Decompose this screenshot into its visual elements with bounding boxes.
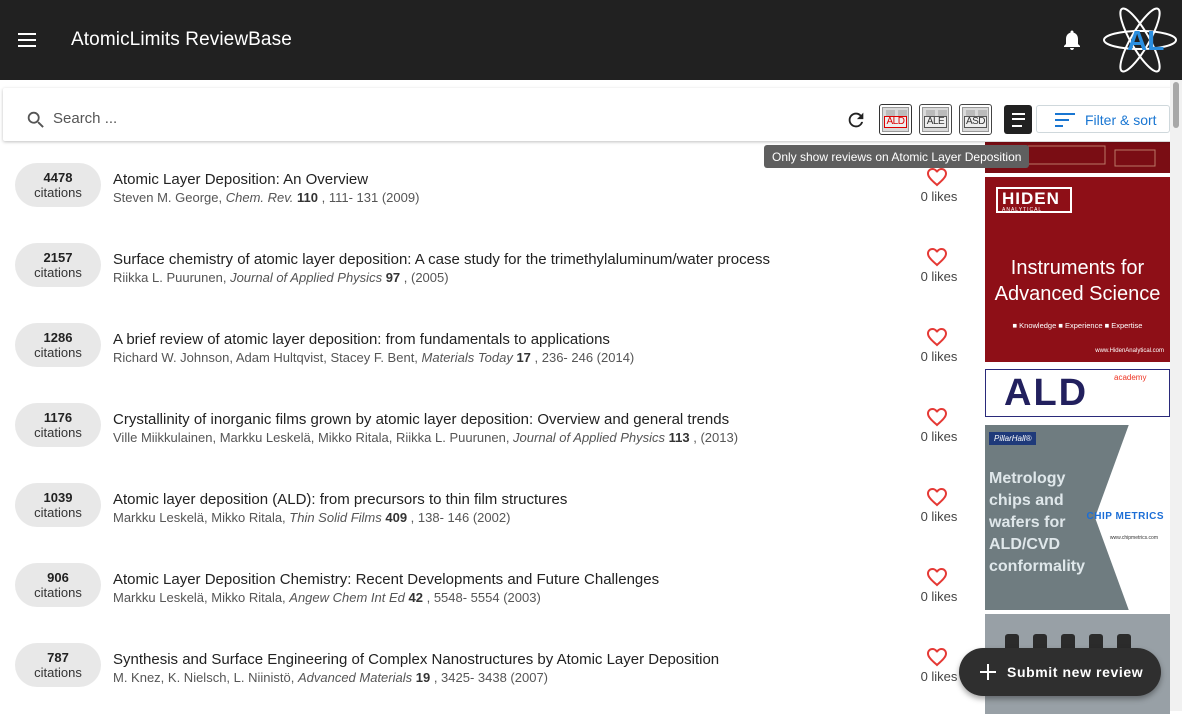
- citation-count: 1286: [43, 330, 73, 345]
- heart-icon[interactable]: [924, 405, 950, 429]
- review-meta: [113, 670, 548, 685]
- review-volume: 19: [412, 670, 431, 685]
- notification-bell-icon[interactable]: [1060, 28, 1084, 52]
- citation-badge: [15, 403, 101, 447]
- hiden-url: www.HidenAnalytical.com: [1095, 348, 1164, 354]
- chipmetrics-line-2: chips and: [989, 492, 1064, 509]
- atomiclimits-logo[interactable]: [1102, 6, 1178, 74]
- citation-count: 787: [47, 650, 69, 665]
- review-title[interactable]: Surface chemistry of atomic layer deposition: A case study for the trimethylaluminum/water process: [113, 251, 770, 268]
- review-meta: [113, 510, 510, 525]
- citation-count: 2157: [43, 250, 73, 265]
- pillarhall-badge: PillarHall®: [989, 432, 1036, 445]
- review-authors: Steven M. George,: [113, 190, 226, 205]
- chipmetrics-line-5: conformality: [989, 558, 1086, 575]
- citation-label: citations: [34, 185, 82, 200]
- search-input[interactable]: [53, 106, 813, 130]
- citation-count: 1039: [43, 490, 73, 505]
- hiden-logo-sub: ANALYTICAL: [1002, 207, 1043, 213]
- review-authors: Markku Leskelä, Mikko Ritala,: [113, 510, 290, 525]
- heart-icon[interactable]: [924, 245, 950, 269]
- citation-badge: [15, 243, 101, 287]
- plus-icon: [980, 664, 996, 680]
- ald-filter-button[interactable]: [879, 104, 912, 135]
- review-title[interactable]: Crystallinity of inorganic films grown by atomic layer deposition: Overview and general trends: [113, 411, 730, 428]
- citation-label: citations: [34, 265, 82, 280]
- review-row[interactable]: [0, 541, 980, 621]
- review-row[interactable]: [0, 461, 980, 541]
- heart-icon[interactable]: [924, 565, 950, 589]
- citation-badge: [15, 643, 101, 687]
- review-pages-year: , 5548- 5554 (2003): [422, 590, 541, 605]
- review-meta: [113, 430, 738, 445]
- review-authors: Markku Leskelä, Mikko Ritala,: [113, 590, 290, 605]
- ald-filter-tooltip: Only show reviews on Atomic Layer Deposition: [764, 145, 1029, 168]
- review-title[interactable]: Atomic Layer Deposition Chemistry: Recent Developments and Future Challenges: [113, 571, 660, 588]
- citation-badge: [15, 563, 101, 607]
- hiden-tagline: ■ Knowledge ■ Experience ■ Expertise: [1012, 321, 1143, 330]
- heart-icon[interactable]: [924, 645, 950, 669]
- review-title[interactable]: Atomic Layer Deposition: An Overview: [113, 171, 369, 188]
- svg-text:AL: AL: [1127, 25, 1165, 56]
- hiden-headline-line-2: Advanced Science: [994, 283, 1161, 305]
- review-meta: [113, 270, 449, 285]
- review-volume: 113: [665, 430, 690, 445]
- citation-count: 1176: [43, 410, 73, 425]
- ale-filter-button[interactable]: [919, 104, 952, 135]
- review-pages-year: , 236- 246 (2014): [530, 350, 635, 365]
- likes-count: 0 likes: [920, 429, 958, 444]
- likes-count: 0 likes: [920, 589, 958, 604]
- chipmetrics-ad[interactable]: [985, 425, 1170, 610]
- hiden-headline: [985, 255, 1170, 307]
- submit-review-button[interactable]: [959, 648, 1161, 696]
- citation-label: citations: [34, 345, 82, 360]
- asd-filter-button[interactable]: [959, 104, 992, 135]
- heart-icon[interactable]: [924, 165, 950, 189]
- review-meta: [113, 590, 541, 605]
- app-title: AtomicLimits ReviewBase: [71, 29, 292, 50]
- hiden-logo-word: HIDEN: [1002, 189, 1060, 208]
- chipmetrics-logo: CHIP METRICS: [1086, 511, 1164, 522]
- review-row[interactable]: [0, 301, 980, 381]
- review-meta: [113, 350, 634, 365]
- heart-icon[interactable]: [924, 325, 950, 349]
- review-authors: M. Knez, K. Nielsch, L. Niinistö,: [113, 670, 298, 685]
- citation-label: citations: [34, 665, 82, 680]
- citation-label: citations: [34, 505, 82, 520]
- ald-academy-logo: ALD: [1004, 372, 1089, 414]
- review-volume: 17: [512, 350, 531, 365]
- filter-sort-button[interactable]: [1036, 105, 1170, 133]
- search-bar: [3, 88, 1175, 141]
- asd-filter-label: ASD: [965, 116, 986, 127]
- filter-sort-label: Filter & sort: [1085, 112, 1157, 128]
- scrollbar-thumb[interactable]: [1173, 82, 1179, 128]
- review-journal: Thin Solid Films: [289, 510, 382, 525]
- review-row[interactable]: [0, 221, 980, 301]
- review-pages-year: , (2013): [689, 430, 739, 445]
- review-pages-year: , (2005): [400, 270, 449, 285]
- citation-count: 906: [47, 570, 69, 585]
- submit-review-label: Submit new review: [1007, 664, 1144, 680]
- review-pages-year: , 111- 131 (2009): [318, 190, 420, 205]
- review-meta: [113, 190, 419, 205]
- menu-icon[interactable]: [14, 27, 40, 53]
- app-bar: [0, 0, 1182, 80]
- ale-filter-label: ALE: [924, 116, 947, 128]
- review-authors: Riikka L. Puurunen,: [113, 270, 231, 285]
- ald-academy-sub: academy: [1114, 373, 1147, 382]
- chipmetrics-line-1: Metrology: [989, 470, 1066, 487]
- review-authors: Richard W. Johnson, Adam Hultqvist, Stacey F. Bent,: [113, 350, 422, 365]
- chipmetrics-line-3: wafers for: [989, 514, 1066, 531]
- ald-academy-ad[interactable]: [985, 369, 1170, 417]
- review-title[interactable]: Atomic layer deposition (ALD): from precursors to thin film structures: [113, 491, 568, 508]
- review-row[interactable]: [0, 381, 980, 461]
- citation-count: 4478: [43, 170, 73, 185]
- ald-filter-label: ALD: [884, 116, 907, 128]
- review-title[interactable]: A brief review of atomic layer deposition: from fundamentals to applications: [113, 331, 610, 348]
- chipmetrics-line-4: ALD/CVD: [989, 536, 1061, 553]
- citation-badge: [15, 323, 101, 367]
- review-title[interactable]: Synthesis and Surface Engineering of Complex Nanostructures by Atomic Layer Deposition: [113, 651, 720, 668]
- hiden-headline-line-1: Instruments for: [1010, 257, 1145, 279]
- likes-count: 0 likes: [920, 189, 958, 204]
- review-volume: 97: [382, 270, 401, 285]
- likes-count: 0 likes: [920, 349, 958, 364]
- likes-count: 0 likes: [920, 669, 958, 684]
- review-journal: Journal of Applied Physics: [230, 270, 383, 285]
- citation-badge: [15, 483, 101, 527]
- chipmetrics-url: www.chipmetrics.com: [1109, 535, 1158, 541]
- review-journal: Angew Chem Int Ed: [289, 590, 405, 605]
- likes-count: 0 likes: [920, 269, 958, 284]
- review-pages-year: , 138- 146 (2002): [407, 510, 511, 525]
- search-icon: [25, 109, 47, 131]
- review-journal: Journal of Applied Physics: [513, 430, 666, 445]
- heart-icon[interactable]: [924, 485, 950, 509]
- review-row[interactable]: [0, 621, 980, 701]
- review-journal: Chem. Rev.: [225, 190, 294, 205]
- review-journal: Advanced Materials: [297, 670, 413, 685]
- hiden-analytical-ad[interactable]: [985, 177, 1170, 362]
- scrollbar[interactable]: [1170, 80, 1182, 711]
- review-volume: 42: [404, 590, 423, 605]
- citation-badge: [15, 163, 101, 207]
- hiden-logo: [996, 187, 1072, 213]
- review-journal: Materials Today: [421, 350, 513, 365]
- review-volume: 409: [381, 510, 408, 525]
- sort-icon: [1055, 113, 1075, 127]
- citation-label: citations: [34, 585, 82, 600]
- likes-count: 0 likes: [920, 509, 958, 524]
- chipmetrics-headline: [989, 468, 1085, 578]
- refresh-icon[interactable]: [845, 109, 867, 131]
- review-pages-year: , 3425- 3438 (2007): [430, 670, 549, 685]
- citation-label: citations: [34, 425, 82, 440]
- review-volume: 110: [293, 190, 318, 205]
- book-icon[interactable]: [1004, 105, 1032, 134]
- review-authors: Ville Miikkulainen, Markku Leskelä, Mikko Ritala, Riikka L. Puurunen,: [113, 430, 514, 445]
